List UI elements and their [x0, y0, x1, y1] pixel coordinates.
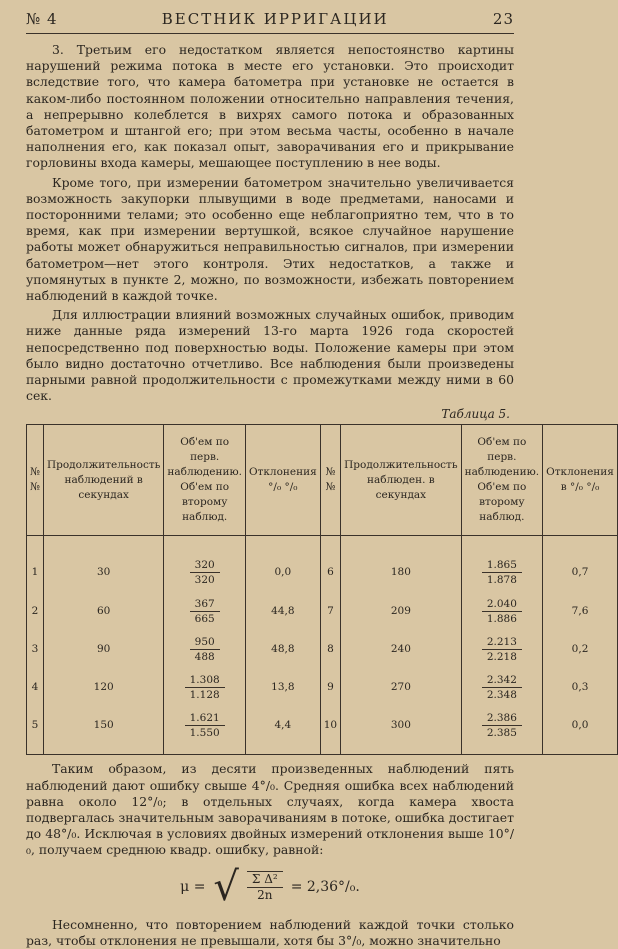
row-number: 5 — [27, 706, 44, 755]
row-number: 9 — [320, 668, 340, 706]
duration-cell: 150 — [43, 706, 163, 755]
col-header-deviation: Отклонения °/₀ °/₀ — [245, 425, 320, 536]
col-header-number: №№ — [320, 425, 340, 536]
paragraph: Таким образом, из десяти произведенных наблюдений пять наблюдений дают ошибку свыше 4°/₀. Средняя ошибка всех наблюдений равна около 12°/₀; в отдельных случаях, когда камера хвоста подвергалась значительным заворачиваниям в потоке, ошибка достигает до 48°/₀. Исключая в условиях двойных измерений отклонения выше 10°/₀, получаем среднюю квадр. ошибку, равной: — [26, 761, 514, 858]
second-volume: 665 — [194, 612, 215, 625]
second-volume: 320 — [194, 573, 215, 586]
volume-cell — [164, 706, 246, 755]
row-number: 6 — [320, 536, 340, 593]
volume-cell — [461, 668, 543, 706]
col-header-volume: Об'ем по перв. наблюдению. Об'ем по второму наблюд. — [164, 425, 246, 536]
volume-cell — [461, 592, 543, 630]
journal-title: ВЕСТНИК ИРРИГАЦИИ — [161, 10, 389, 28]
volume-fraction — [190, 597, 220, 626]
second-volume: 1.550 — [189, 726, 220, 739]
deviation-cell: 0,7 — [543, 536, 618, 593]
table-row — [27, 668, 618, 706]
deviation-cell: 7,6 — [543, 592, 618, 630]
formula-rhs: = 2,36°/₀. — [290, 878, 360, 895]
row-number: 7 — [320, 592, 340, 630]
volume-cell — [164, 536, 246, 593]
col-header-volume: Об'ем по перв. наблюдению. Об'ем по второму наблюд. — [461, 425, 543, 536]
first-volume: 1.865 — [482, 558, 522, 573]
second-volume: 1.128 — [189, 688, 220, 701]
formula-denominator: 2n — [257, 887, 273, 902]
first-volume: 2.386 — [482, 711, 522, 726]
deviation-cell: 0,0 — [245, 536, 320, 593]
formula-lhs: μ = — [180, 878, 206, 895]
duration-cell: 90 — [43, 630, 163, 668]
table-row — [27, 536, 618, 593]
volume-cell — [461, 536, 543, 593]
duration-cell: 270 — [341, 668, 461, 706]
data-table — [26, 424, 618, 755]
table-row — [27, 706, 618, 755]
volume-fraction — [185, 673, 225, 702]
first-volume: 2.040 — [482, 597, 522, 612]
duration-cell: 120 — [43, 668, 163, 706]
row-number: 4 — [27, 668, 44, 706]
volume-fraction — [190, 558, 220, 587]
volume-cell — [461, 706, 543, 755]
col-header-duration: Продолжительность наблюден. в секундах — [341, 425, 461, 536]
duration-cell: 30 — [43, 536, 163, 593]
first-volume: 950 — [190, 635, 220, 650]
deviation-cell: 44,8 — [245, 592, 320, 630]
issue-number: № 4 — [26, 10, 58, 28]
volume-fraction — [185, 711, 225, 740]
second-volume: 1.878 — [486, 573, 517, 586]
table-row — [27, 592, 618, 630]
second-volume: 2.218 — [486, 650, 517, 663]
deviation-cell: 0,2 — [543, 630, 618, 668]
col-header-number: №№ — [27, 425, 44, 536]
deviation-cell: 4,4 — [245, 706, 320, 755]
volume-fraction — [482, 635, 522, 664]
row-number: 1 — [27, 536, 44, 593]
col-header-deviation: Отклонения в °/₀ °/₀ — [543, 425, 618, 536]
row-number: 3 — [27, 630, 44, 668]
formula-fraction — [247, 871, 283, 903]
volume-cell — [164, 592, 246, 630]
deviation-cell: 0,3 — [543, 668, 618, 706]
volume-fraction — [482, 673, 522, 702]
first-volume: 367 — [190, 597, 220, 612]
duration-cell: 60 — [43, 592, 163, 630]
row-number: 8 — [320, 630, 340, 668]
header-rule — [26, 33, 514, 34]
paragraph: Несомненно, что повторением наблюдений каждой точки столько раз, чтобы отклонения не превышали, хотя бы 3°/₀, можно значительно — [26, 916, 514, 948]
first-volume: 1.308 — [185, 673, 225, 688]
second-volume: 2.385 — [486, 726, 517, 739]
volume-fraction — [482, 711, 522, 740]
running-header — [26, 10, 514, 28]
first-volume: 320 — [190, 558, 220, 573]
page-number: 23 — [492, 10, 514, 28]
volume-cell — [461, 630, 543, 668]
deviation-cell: 13,8 — [245, 668, 320, 706]
first-volume: 1.621 — [185, 711, 225, 726]
volume-fraction — [190, 635, 220, 664]
paragraph: 3. Третьим его недостатком является непостоянство картины нарушений режима потока в месте его установки. Это происходит вследствие того, что камера батометра при установке не остается в каком-либо постоянном положении относительно направления течения, а непрерывно колеблется в вихрях самого потока и образованных батометром и штангой его; при этом весьма часты, особенно в начале наполнения его, как показал опыт, заворачивания его и прикрывание горловины входа камеры, мешающее поступлению в нее воды. — [26, 42, 514, 171]
second-volume: 2.348 — [486, 688, 517, 701]
row-number: 10 — [320, 706, 340, 755]
table-header-row — [27, 425, 618, 536]
paragraph: Для иллюстрации влияний возможных случайных ошибок, приводим ниже данные ряда измерений 13-го марта 1926 года скоростей непосредственно под поверхностью воды. Положение камеры при этом было видно достаточно отчетливо. Все наблюдения были произведены парными равной продолжительности с промежутками между ними в 60 сек. — [26, 307, 514, 404]
volume-fraction — [482, 597, 522, 626]
duration-cell: 300 — [341, 706, 461, 755]
deviation-cell: 48,8 — [245, 630, 320, 668]
second-volume: 1.886 — [486, 612, 517, 625]
deviation-cell: 0,0 — [543, 706, 618, 755]
table-row — [27, 630, 618, 668]
duration-cell: 180 — [341, 536, 461, 593]
duration-cell: 240 — [341, 630, 461, 668]
first-volume: 2.213 — [482, 635, 522, 650]
volume-cell — [164, 630, 246, 668]
paragraph: Кроме того, при измерении батометром значительно увеличивается возможность закупорки плывущими в воде предметами, наносами и посторонними телами; это особенно еще неблагоприятно тем, что в то время, как при измерении вертушкой, всякое случайное нарушение работы может обнаружиться неправильностью сигналов, при измерении батометром—нет этого контроля. Этих недостатков, а также и упомянутых в пункте 2, можно, по возможности, избежать повторением наблюдений в каждой точке. — [26, 174, 514, 304]
col-header-duration: Продолжительность наблюдений в секундах — [43, 425, 163, 536]
square-root-icon: √ — [213, 863, 239, 910]
first-volume: 2.342 — [482, 673, 522, 688]
row-number: 2 — [27, 592, 44, 630]
formula — [26, 863, 514, 910]
duration-cell: 209 — [341, 592, 461, 630]
table-caption: Таблица 5. — [441, 407, 510, 422]
formula-numerator: Σ Δ² — [247, 871, 283, 888]
volume-fraction — [482, 558, 522, 587]
second-volume: 488 — [194, 650, 215, 663]
volume-cell — [164, 668, 246, 706]
